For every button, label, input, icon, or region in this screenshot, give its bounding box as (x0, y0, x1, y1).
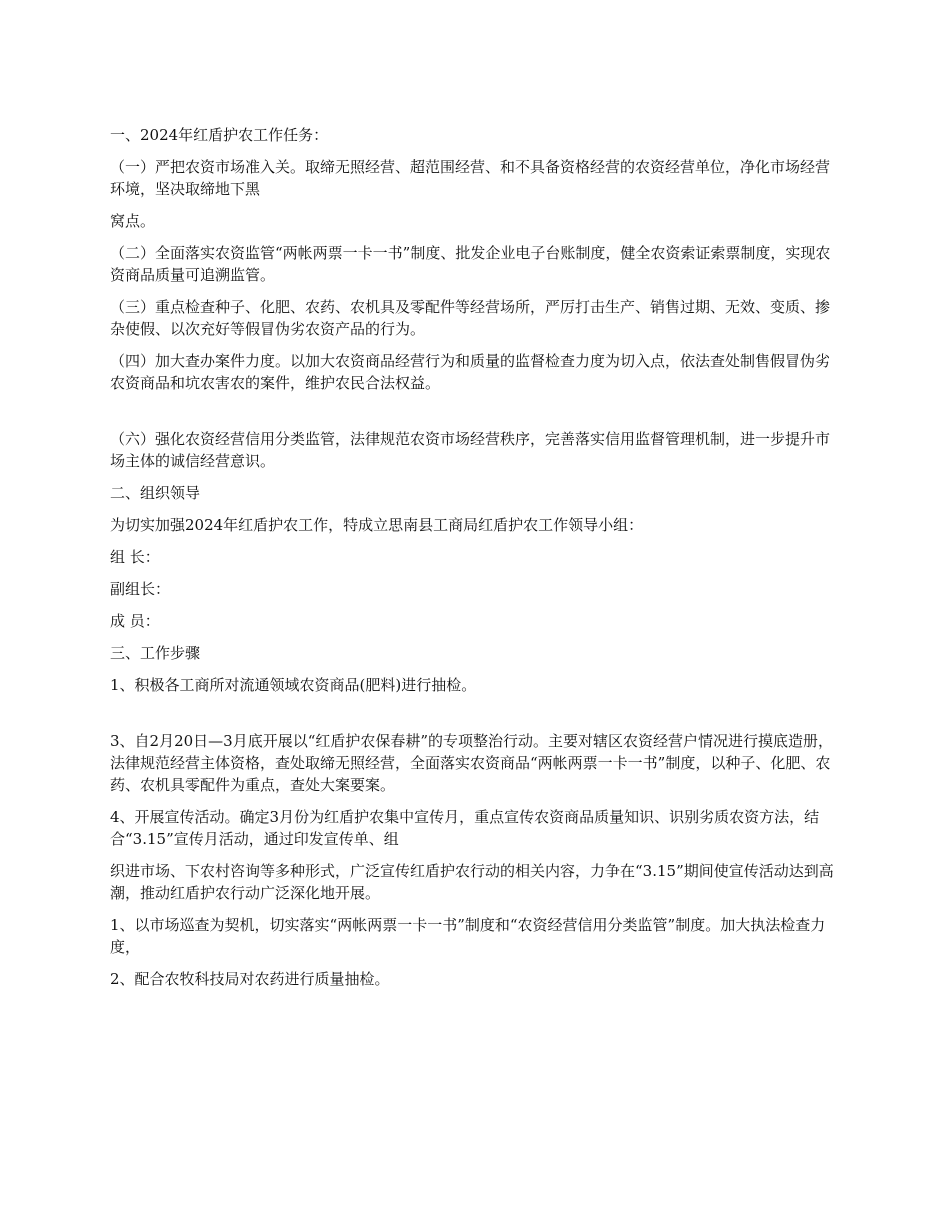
section-heading-steps: 三、工作步骤 (110, 644, 201, 662)
step-3: 3、自2月20日—3月底开展以“红盾护农保春耕”的专项整治行动。主要对辖区农资经营户情况进行摸底造册，法律规范经营主体资格，查处取缔无照经营，全面落实农资商品“两帐两票一卡一书”制度，以种子、化肥、农药、农机具零配件为重点，查处大案要案。 (110, 732, 834, 794)
paragraph-item-2: （二）全面落实农资监管“两帐两票一卡一书”制度、批发企业电子台账制度，健全农资索证索票制度，实现农资商品质量可追溯监管。 (110, 244, 831, 284)
step-1: 1、积极各工商所对流通领域农资商品(肥料)进行抽检。 (110, 676, 477, 694)
document-body (110, 124, 840, 1000)
paragraph-organization-intro: 为切实加强2024年红盾护农工作，特成立思南县工商局红盾护农工作领导小组： (110, 516, 644, 534)
step-4: 4、开展宣传活动。确定3月份为红盾护农集中宣传月，重点宣传农资商品质量知识、识别劣质农资方法，结合“3.15”宣传月活动，通过印发宣传单、组 (110, 808, 820, 848)
deputy-leader-line: 副组长： (110, 580, 171, 598)
leader-line: 组 长： (110, 548, 160, 566)
step-4-continued: 织进市场、下农村咨询等多种形式，广泛宣传红盾护农行动的相关内容，力争在“3.15”期间使宣传活动达到高潮，推动红盾护农行动广泛深化地开展。 (110, 862, 834, 902)
followup-item-2: 2、配合农牧科技局对农药进行质量抽检。 (110, 970, 390, 988)
followup-item-1: 1、以市场巡查为契机，切实落实“两帐两票一卡一书”制度和“农资经营信用分类监管”制度。加大执法检查力度， (110, 916, 826, 956)
paragraph-item-1: （一）严把农资市场准入关。取缔无照经营、超范围经营、和不具备资格经营的农资经营单位，净化市场经营环境，坚决取缔地下黑 (110, 158, 831, 198)
paragraph-item-1-continued: 窝点。 (110, 212, 156, 230)
members-line: 成 员： (110, 612, 160, 630)
paragraph-item-4: （四）加大查办案件力度。以加大农资商品经营行为和质量的监督检查力度为切入点，依法查处制售假冒伪劣农资商品和坑农害农的案件，维护农民合法权益。 (110, 352, 831, 392)
section-heading-organization: 二、组织领导 (110, 484, 201, 502)
section-heading-tasks: 一、2024年红盾护农工作任务： (110, 126, 329, 144)
paragraph-item-3: （三）重点检查种子、化肥、农药、农机具及零配件等经营场所，严厉打击生产、销售过期、无效、变质、掺杂使假、以次充好等假冒伪劣农资产品的行为。 (110, 298, 831, 338)
paragraph-item-6: （六）强化农资经营信用分类监管，法律规范农资市场经营秩序，完善落实信用监督管理机制，进一步提升市场主体的诚信经营意识。 (110, 430, 831, 470)
